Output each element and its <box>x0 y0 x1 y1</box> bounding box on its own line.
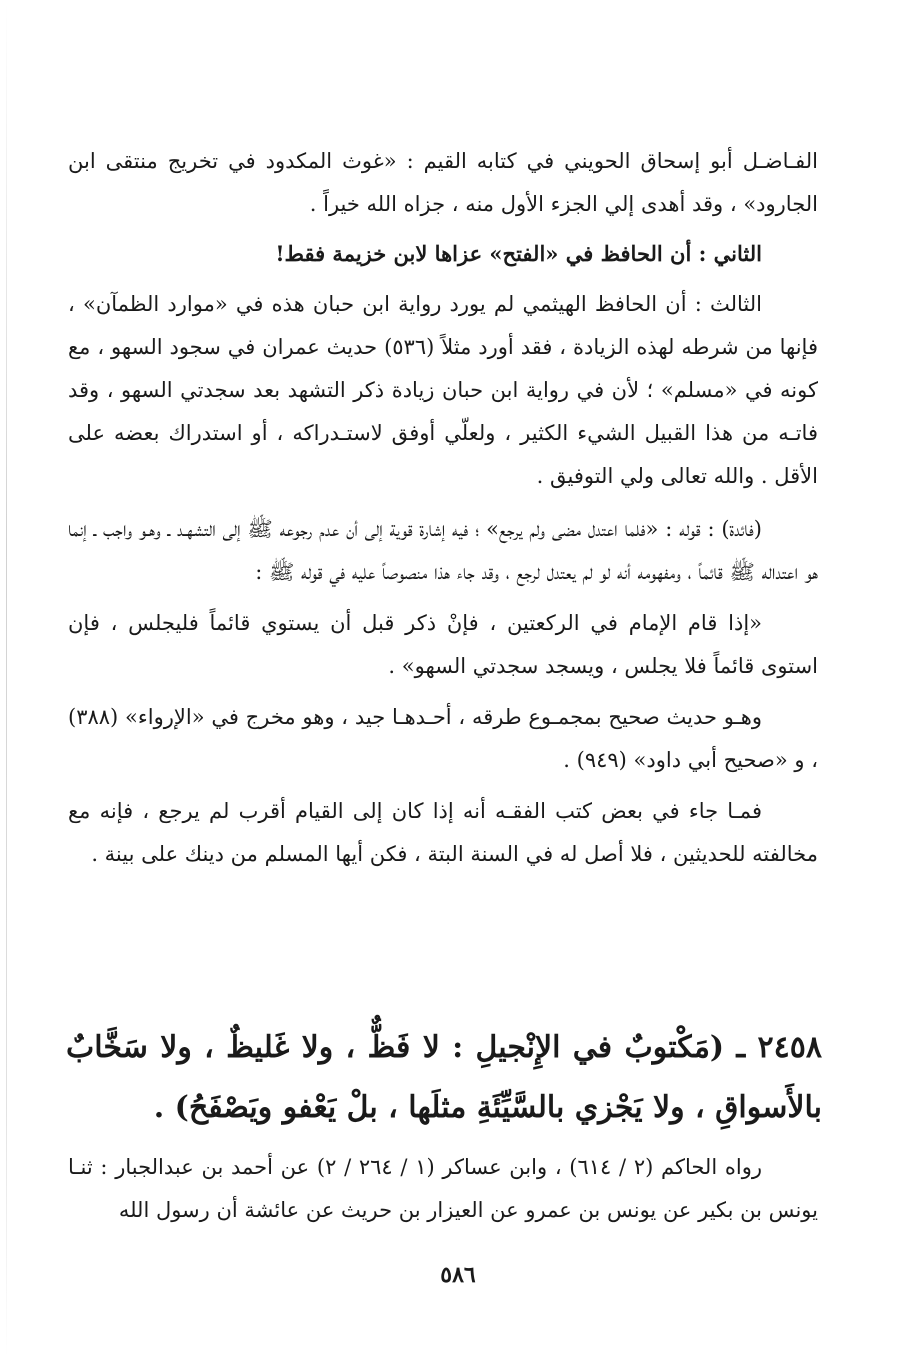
paragraph-quote: «إذا قام الإمام في الركعتين ، فإنْ ذكر قبل أن يستوي قائماً فليجلس ، فإن استوى قائماً فلا يجلس ، ويسجد سجدتي السهو» . <box>68 611 818 678</box>
paragraph-intro: الفـاضـل أبو إسحاق الحويني في كتابه القيم : «غوث المكدود في تخريج منتقى ابن الجارود» ، وقد أهدى إلي الجزء الأول منه ، جزاه الله خيراً . <box>68 149 818 216</box>
hadith-heading: ٢٤٥٨ ـ (مَكْتوبٌ في الإِنْجيلِ : لا فَظٌّ ، ولا غَليظٌ ، ولا سَخَّابٌ بالأَسواقِ ، ولا يَجْزي بالسَّيِّئَةِ مثلَها ، بلْ يَعْفو ويَصْفَحُ) . <box>66 1030 822 1125</box>
paragraph-fiqh-note: فمـا جاء في بعض كتب الفقـه أنه إذا كان إلى القيام أقرب لم يرجع ، فإنه مع مخالفته للحديثين ، فلا أصل له في السنة البتة ، فكن أيها المسلم من دينك على بينة . <box>68 799 818 866</box>
paragraph-narration: رواه الحاكم (٢ / ٦١٤) ، وابن عساكر (١ / ٢٦٤ / ٢) عن أحمد بن عبدالجبار : ثنـا يونس بن بكير عن يونس بن عمرو عن العيزار بن حريث عن عائشة أن رسول الله <box>68 1155 818 1222</box>
scan-edge-shadow <box>6 0 7 1359</box>
paragraph-benefit: (فائدة) : قوله : «فلما اعتدل مضى ولم يرجع» ؛ فيه إشارة قوية إلى أن عدم رجوعه ﷺ إلى التشهـد ـ وهـو واجب ـ إنما هو اعتداله ﷺ قائماً ، ومفهومه أنه لو لم يعتدل لرجع ، وقد جاء هذا منصوصاً عليه في قوله ﷺ : <box>68 517 818 584</box>
text-block-top <box>68 140 818 876</box>
text-block-bottom <box>68 1146 818 1232</box>
paragraph-grading: وهـو حديث صحيح بمجمـوع طرقه ، أحـدهـا جيد ، وهو مخرج في «الإرواء» (٣٨٨) ، و «صحيح أبي داود» (٩٤٩) . <box>68 705 818 772</box>
paragraph-second: الثاني : أن الحافظ في «الفتح» عزاها لابن خزيمة فقط! <box>275 241 762 266</box>
page-number: ٥٨٦ <box>440 1262 476 1288</box>
paragraph-third: الثالث : أن الحافظ الهيثمي لم يورد رواية ابن حبان هذه في «موارد الظمآن» ، فإنها من شرطه لهذه الزيادة ، فقد أورد مثلاً (٥٣٦) حديث عمران في سجود السهو ، مع كونه في «مسلم» ؛ لأن في رواية ابن حبان زيادة ذكر التشهد بعد سجدتي السهو ، وقد فاتـه من هذا القبيل الشيء الكثير ، ولعلّي أوفق لاستـدراكه ، أو استدراك بعضه على الأقل . والله تعالى ولي التوفيق . <box>68 292 818 488</box>
